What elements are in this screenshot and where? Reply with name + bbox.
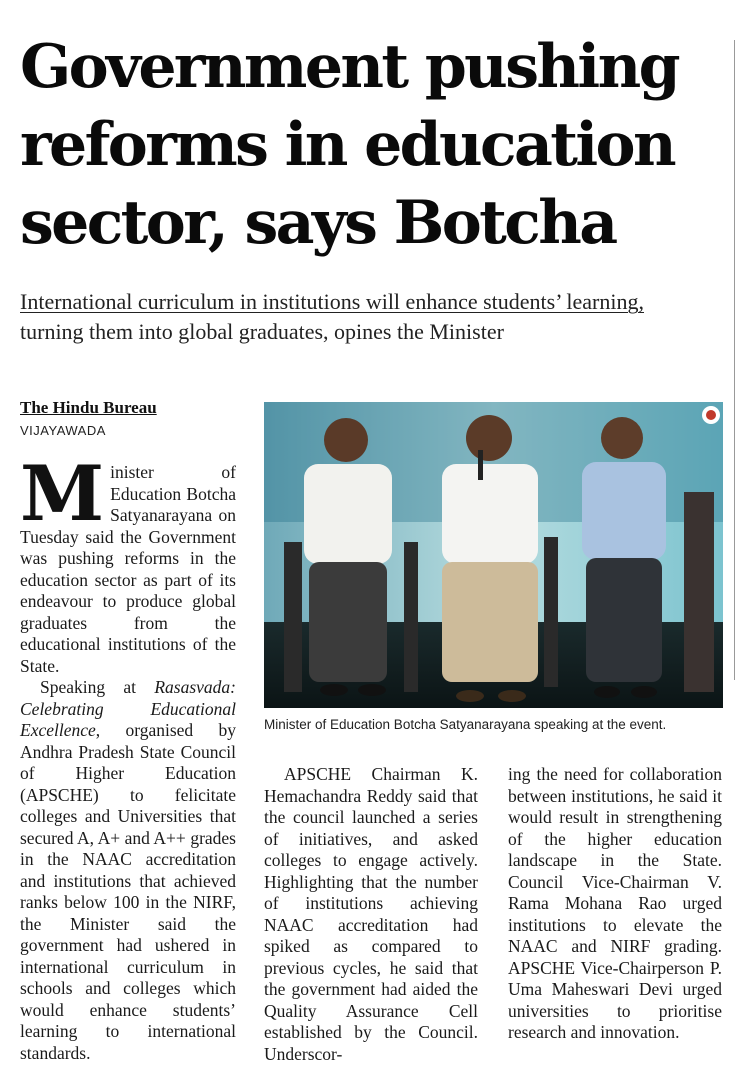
byline: The Hindu Bureau: [20, 398, 157, 417]
article-column-1: [20, 449, 236, 1064]
drop-cap: M: [20, 449, 105, 538]
column-divider: [734, 40, 735, 680]
event-name: Rasasvada: Celebrating Educational Excellence: [20, 677, 236, 740]
deck-line-2: turning them into global graduates, opines the Minister: [20, 319, 504, 344]
paragraph-2-rest: , organised by Andhra Pradesh State Council of Higher Education (APSCHE) to felicitate colleges and Universities that secured A, A+ and A++ grades in the NAAC accreditation and institutions that achieved ranks below 100 in the NIRF, the Minister said the government had ushered in international curriculum in schools and colleges which would enhance students’ learning to international standards.: [20, 720, 236, 1063]
paragraph-1-text: inister of Education Botcha Satyanarayana on Tuesday said the Government was pushing reforms in the education sector as part of its endeavour to produce global graduates from the educational institutions of the State.: [20, 462, 236, 676]
paragraph-2: [20, 677, 236, 1064]
photo-caption: Minister of Education Botcha Satyanarayana speaking at the event.: [264, 717, 667, 732]
paragraph-3-continued: ing the need for collaboration between institutions, he said it would result in strengthening of the higher education landscape in the State. Council Vice-Chairman V. Rama Mohana Rao urged institutions to elevate the NAAC and NIRF grading. APSCHE Vice-Chairperson P. Uma Maheswari Devi urged universities to prioritise research and innovation.: [508, 764, 722, 1042]
deck-line-1: International curriculum in institutions will enhance students’ learning,: [20, 289, 644, 314]
article-column-2: [264, 764, 478, 1065]
headline: Government pushing reforms in education sector, says Botcha: [20, 32, 678, 258]
event-photo: [264, 402, 723, 708]
dateline: VIJAYAWADA: [20, 423, 106, 438]
deck: [20, 287, 720, 347]
paragraph-1: [20, 449, 236, 677]
paragraph-2-lead: Speaking at: [40, 677, 155, 697]
paragraph-3: APSCHE Chairman K. Hemachandra Reddy said that the council launched a series of initiatives, and asked colleges to engage actively. Highlighting that the number of institutions achieving NAAC accreditation had spiked as compared to previous cycles, he said that the government had aided the Quality Assurance Cell established by the Council. Underscor-: [264, 764, 478, 1064]
article-column-3: [508, 764, 722, 1044]
